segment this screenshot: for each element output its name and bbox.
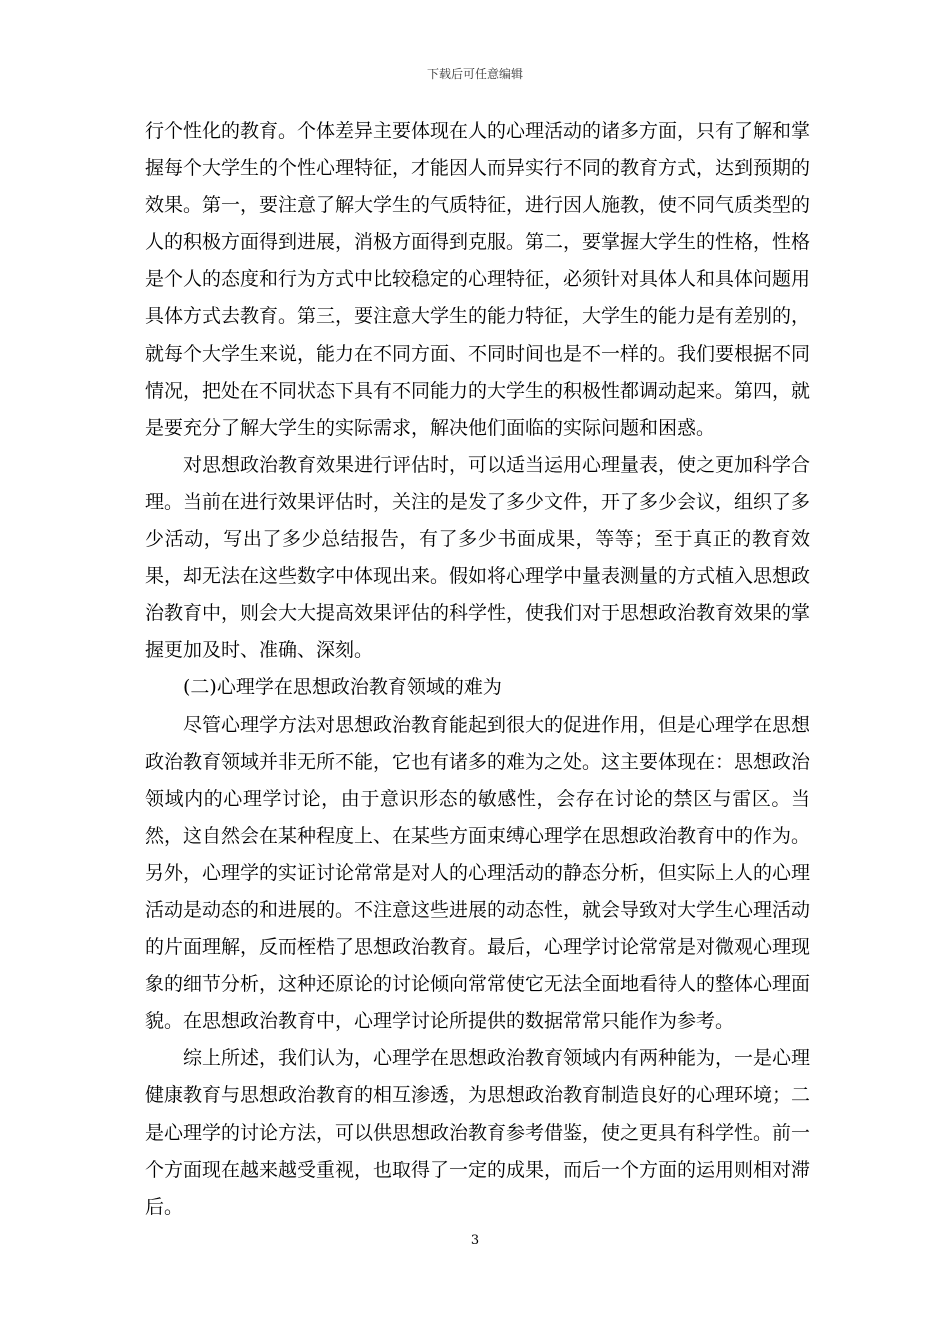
page-number: 3 (470, 1233, 480, 1248)
header-note: 下载后可任意编辑 (426, 67, 523, 81)
paragraph-summary: 综上所述，我们认为，心理学在思想政治教育领域内有两种能为，一是心理健康教育与思想政治教育的相互渗透，为思想政治教育制造良好的心理环境；二是心理学的讨论方法，可以供思想政治教育参考借鉴，使之更具有科学性。前一个方面现在越来越受重视，也取得了一定的成果，而后一个方面的运用则相对滞后。 (145, 1047, 811, 1218)
paragraph-evaluation: 对思想政治教育效果进行评估时，可以适当运用心理量表，使之更加科学合理。当前在进行效果评估时，关注的是发了多少文件，开了多少会议，组织了多少活动，写出了多少总结报告，有了多少书面成果，等等；至于真正的教育效果，却无法在这些数字中体现出来。假如将心理学中量表测量的方式植入思想政治教育中，则会大大提高效果评估的科学性，使我们对于思想政治教育效果的掌握更加及时、准确、深刻。 (145, 453, 811, 662)
paragraph-continuation: 行个性化的教育。个体差异主要体现在人的心理活动的诸多方面，只有了解和掌握每个大学生的个性心理特征，才能因人而异实行不同的教育方式，达到预期的效果。第一，要注意了解大学生的气质特征，进行因人施教，使不同气质类型的人的积极方面得到进展，消极方面得到克服。第二，要掌握大学生的性格，性格是个人的态度和行为方式中比较稳定的心理特征，必须针对具体人和具体问题用具体方式去教育。第三，要注意大学生的能力特征，大学生的能力是有差别的，就每个大学生来说，能力在不同方面、不同时间也是不一样的。我们要根据不同情况，把处在不同状态下具有不同能力的大学生的积极性都调动起来。第四，就是要充分了解大学生的实际需求，解决他们面临的实际问题和困惑。 (145, 120, 811, 439)
document-body (145, 113, 810, 1226)
paragraph-limitations: 尽管心理学方法对思想政治教育能起到很大的促进作用，但是心理学在思想政治教育领域并非无所不能，它也有诸多的难为之处。这主要体现在：思想政治领域内的心理学讨论，由于意识形态的敏感性，会存在讨论的禁区与雷区。当然，这自然会在某种程度上、在某些方面束缚心理学在思想政治教育中的作为。另外，心理学的实证讨论常常是对人的心理活动的静态分析，但实际上人的心理活动是动态的和进展的。不注意这些进展的动态性，就会导致对大学生心理活动的片面理解，反而桎梏了思想政治教育。最后，心理学讨论常常是对微观心理现象的细节分析，这种还原论的讨论倾向常常使它无法全面地看待人的整体心理面貌。在思想政治教育中，心理学讨论所提供的数据常常只能作为参考。 (145, 713, 811, 1033)
section-heading: (二)心理学在思想政治教育领域的难为 (183, 676, 502, 699)
